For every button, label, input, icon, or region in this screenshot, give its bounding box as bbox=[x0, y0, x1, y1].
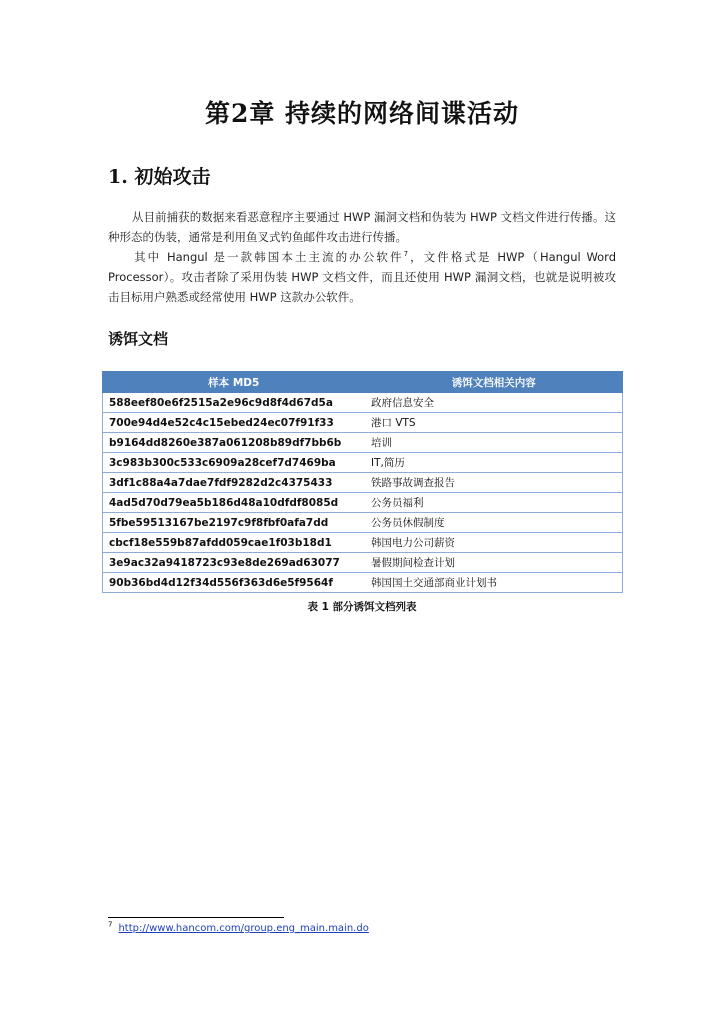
header-md5: 样本 MD5 bbox=[103, 372, 366, 393]
subsection-title: 诱饵文档 bbox=[108, 330, 169, 348]
md5-cell: 3df1c88a4a7dae7fdf9282d2c4375433 bbox=[103, 473, 366, 493]
content-cell: 政府信息安全 bbox=[365, 393, 623, 413]
table-row bbox=[103, 493, 623, 513]
header-content: 诱饵文档相关内容 bbox=[365, 372, 623, 393]
content-cell: 暑假期间检查计划 bbox=[365, 553, 623, 573]
table-caption: 表 1 部分诱饵文档列表 bbox=[307, 601, 417, 613]
table-row bbox=[103, 433, 623, 453]
md5-cell: 3c983b300c533c6909a28cef7d7469ba bbox=[103, 453, 366, 473]
md5-cell: 4ad5d70d79ea5b186d48a10dfdf8085d bbox=[103, 493, 366, 513]
table-row bbox=[103, 573, 623, 593]
table-row bbox=[103, 533, 623, 553]
decoy-document-table bbox=[102, 371, 623, 593]
paragraph-1-text: 从目前捕获的数据来看恶意程序主要通过 HWP 漏洞文档和伪装为 HWP 文档文件进行传播。这种形态的伪装，通常是利用鱼叉式钓鱼邮件攻击进行传播。 bbox=[108, 210, 616, 244]
table-row bbox=[103, 513, 623, 533]
content-cell: 公务员福利 bbox=[365, 493, 623, 513]
content-cell: 培训 bbox=[365, 433, 623, 453]
table-row bbox=[103, 393, 623, 413]
md5-cell: b9164dd8260e387a061208b89df7bb6b bbox=[103, 433, 366, 453]
footnote bbox=[108, 920, 369, 934]
md5-cell: cbcf18e559b87afdd059cae1f03b18d1 bbox=[103, 533, 366, 553]
md5-cell: 5fbe59513167be2197c9f8fbf0afa7dd bbox=[103, 513, 366, 533]
table-row bbox=[103, 553, 623, 573]
content-cell: IT,简历 bbox=[365, 453, 623, 473]
paragraph-2 bbox=[108, 247, 616, 307]
table-row bbox=[103, 453, 623, 473]
content-cell: 韩国电力公司薪资 bbox=[365, 533, 623, 553]
paragraph-2-text-start: 其中 Hangul 是一款韩国本土主流的办公软件 bbox=[132, 250, 404, 264]
content-cell: 港口 VTS bbox=[365, 413, 623, 433]
footnote-divider bbox=[108, 917, 284, 918]
section-title: 1. 初始攻击 bbox=[108, 166, 211, 188]
table-row bbox=[103, 473, 623, 493]
chapter-title: 第2章 持续的网络间谍活动 bbox=[204, 99, 520, 128]
md5-cell: 90b36bd4d12f34d556f363d6e5f9564f bbox=[103, 573, 366, 593]
table-row bbox=[103, 413, 623, 433]
footnote-link[interactable]: http://www.hancom.com/group.eng_main.main.do bbox=[118, 923, 369, 934]
content-cell: 铁路事故调查报告 bbox=[365, 473, 623, 493]
md5-cell: 700e94d4e52c4c15ebed24ec07f91f33 bbox=[103, 413, 366, 433]
paragraph-2-text-end: ，文件格式是 HWP（Hangul Word Processor）。攻击者除了采用伪装 HWP 文档文件，而且还使用 HWP 漏洞文档，也就是说明被攻击目标用户熟悉或经常使用 HWP 这款办公软件。 bbox=[108, 250, 617, 304]
footnote-number: 7 bbox=[108, 920, 113, 929]
footnote-ref[interactable]: 7 bbox=[403, 250, 409, 259]
content-cell: 韩国国土交通部商业计划书 bbox=[365, 573, 623, 593]
md5-cell: 588eef80e6f2515a2e96c9d8f4d67d5a bbox=[103, 393, 366, 413]
content-cell: 公务员休假制度 bbox=[365, 513, 623, 533]
md5-cell: 3e9ac32a9418723c93e8de269ad63077 bbox=[103, 553, 366, 573]
paragraph-1 bbox=[108, 207, 616, 247]
table-header-row bbox=[103, 372, 623, 393]
